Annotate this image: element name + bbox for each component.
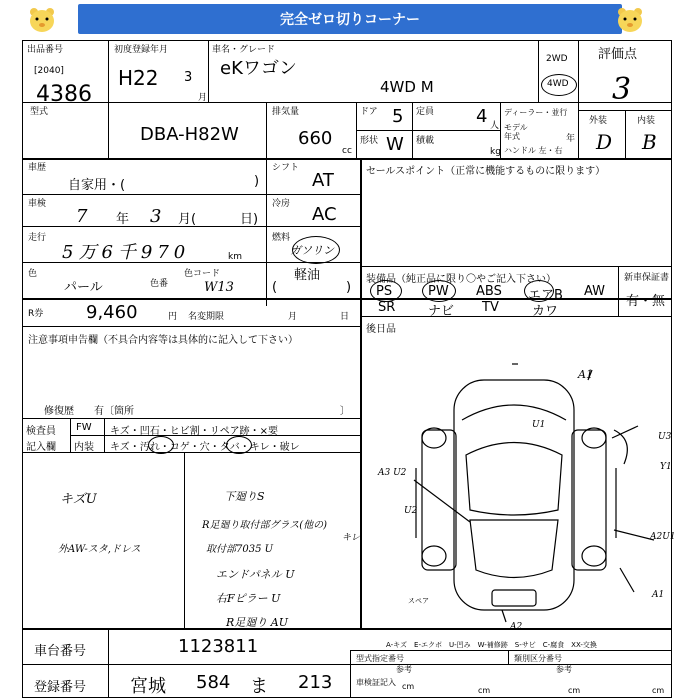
header-title: 完全ゼロ切りコーナー [78,4,622,34]
warranty-label: 新車保証書 [624,273,670,283]
header [0,0,700,40]
check-interior: 内装 [74,442,94,453]
equipment-ps: PS [376,284,393,299]
notes-repair: 修復歴 有〔箇所 [44,406,134,417]
plate-region: 宮城 [130,676,166,697]
notes-label: 注意事項申告欄（不具合内容等は具体的に記入して下さい） [28,335,298,346]
capacity-label: 定員 [416,107,435,117]
color-value: パール [64,280,103,295]
dealer-year-unit: 年 [566,134,576,144]
type-label: 型式 [30,107,49,117]
rcoupon-value: 9,460 [86,302,138,323]
dealer-label: ディーラー・並行 [504,108,568,117]
score-interior: B [642,130,657,154]
plate-kana: ま [250,676,268,697]
shape-value: W [386,134,404,155]
first-reg-label: 初度登録年月 [114,45,169,55]
notes-repair-close: 〕 [340,406,350,417]
name-change-label: 名変期限 [188,312,225,322]
inspection-day-unit: 日) [240,212,259,227]
check-label1: 検査員 [26,426,56,437]
footer-cm3: cm [568,686,581,695]
model-name: eKワゴン [220,58,297,79]
mileage-value: 5万6千970 [62,242,191,263]
history-value: 自家用・( [68,178,126,193]
equipment-airbag: エアB [528,288,563,303]
doors-value: 5 [392,106,404,127]
color-code-label: 色コード [184,269,221,279]
name-change-day: 日 [340,312,350,322]
footer-cm1: cm [402,682,415,691]
footer-ref2: 参考 [556,665,572,674]
check-fw-items: キズ・凹石・ヒビ割・リペア跡・×要 [110,426,278,437]
mascot-bear-icon [614,6,646,34]
inspection-year: 7 [76,206,88,227]
fuel-gas: ガソリン [290,244,334,257]
lot-code: [2040] [34,66,64,76]
history-close: ) [254,174,260,189]
color-code: W13 [204,280,234,295]
check-fw: FW [76,422,92,433]
equipment-tv: TV [482,300,499,315]
doors-label: ドア [360,107,378,117]
first-reg-month-unit: 月 [198,93,208,103]
capacity-value: 4 [476,106,488,127]
footer-dim-label: 車検証記入 [356,678,396,687]
diagram-label-u1: U1 [532,420,546,430]
inspector-note-r0: 下廻りS [224,490,265,503]
displacement-label: 排気量 [272,107,300,117]
chassis-label: 車台番号 [34,644,87,659]
dealer-handle: ハンドル 左・右 [504,146,563,155]
diagram-label-a1-bottom: A1 [652,590,665,600]
inspector-note-left1: キズU [60,492,97,507]
equipment-label: 装備品（純正品に限り〇やご記入下さい） [366,274,556,285]
plate-label: 登録番号 [34,680,87,695]
first-reg-month: 3 [184,70,193,85]
load-label: 積載 [416,136,435,146]
color-no-label: 色番 [150,279,169,289]
mileage-label: 走行 [28,233,47,243]
car-damage-diagram [362,360,672,628]
model-grade: 4WD M [380,78,434,96]
score-interior-label: 内装 [637,116,656,126]
equipment-aw: AW [584,284,606,299]
equipment-leather: カワ [532,304,559,319]
footer-cm2: cm [478,686,491,695]
inspection-label: 車検 [28,199,47,209]
equipment-sr: SR [378,300,396,315]
drive-4wd: 4WD [547,79,569,89]
color-label: 色 [28,269,38,279]
score-label: 評価点 [598,47,638,62]
lot-label: 出品番号 [27,45,64,55]
inspector-note-r5: 右Fピラー U [216,592,281,605]
footer-cm4: cm [652,686,665,695]
fuel-circle [292,236,340,264]
model-label: 車名・グレード [212,45,276,55]
equipment-airbag-circle [524,280,554,302]
displacement-unit: cc [342,146,352,156]
diagram-label-a3u2: A3 U2 [378,468,407,478]
check-int-items: キズ・汚れ・コゲ・穴・タバ・キレ・破レ [110,442,300,453]
type-value: DBA-H82W [140,124,239,145]
score-exterior: D [596,130,613,154]
mascot-bear-icon [26,6,58,34]
rcoupon-label: R券 [28,309,44,319]
equipment-ps-circle [370,280,402,302]
ac-value: AC [312,204,337,225]
equipment-abs: ABS [476,284,502,299]
inspection-year-unit: 年 [116,212,130,227]
inspector-note-r1: R足廻り取付部グラス(他の) [202,520,328,531]
diagram-legend: A-キズ E-エクボ U-凹み W-補修跡 S-サビ C-腐食 XX-交換 [386,641,597,649]
dealer-model-year: モデル年式 [504,123,528,141]
footer-type-label: 型式指定番号 [356,654,404,663]
score-exterior-label: 外装 [589,116,608,126]
rcoupon-unit: 円 [168,312,178,322]
fuel-close: ) [346,280,352,295]
chassis-value: 1123811 [178,636,259,657]
sales-points-label: セールスポイント（正常に機能するものに限ります） [366,166,606,177]
fuel-diesel: 軽油 [294,268,321,283]
fuel-open: ( [272,280,278,295]
check-stain-circle [148,436,174,454]
shape-label: 形状 [360,136,379,146]
inspection-month: 3 [150,206,162,227]
diagram-spare: スペア [408,597,429,605]
check-tobacco-circle [226,436,252,454]
inspector-note-r4: エンドパネル U [216,568,295,581]
shift-value: AT [312,170,334,191]
plate-number: 213 [298,672,333,693]
drive-2wd: 2WD [546,54,568,64]
inspector-note-r2: キレ [342,533,360,543]
history-label: 車歴 [28,163,47,173]
score-value: 3 [612,72,632,107]
diagram-label-u3: U3 [658,432,672,442]
load-unit: kg [490,147,501,157]
capacity-unit: 人 [490,121,500,131]
lot-number: 4386 [36,82,92,107]
plate-class: 584 [196,672,231,693]
diagram-label-a2u1: A2U1 [650,532,676,542]
fuel-label: 燃料 [272,233,291,243]
shift-label: シフト [272,163,300,173]
name-change-month: 月 [288,312,298,322]
footer-cat-label: 類別区分番号 [514,654,562,663]
first-reg-year: H22 [118,66,159,90]
equipment-pw: PW [428,284,449,299]
inspector-note-left2: 外AW-スタ,ドレス [58,544,141,555]
mileage-unit: km [228,252,242,262]
diagram-label-a1-top: A1 [578,368,593,381]
inspector-note-r3: 取付部7035 U [206,544,274,555]
after-label: 後日品 [366,324,396,335]
check-label2: 記入欄 [26,442,56,453]
diagram-label-a2: A2 [510,622,523,632]
inspection-month-unit: 月( [178,212,197,227]
ac-label: 冷房 [272,199,291,209]
inspector-note-r6: R足廻り AU [226,616,288,629]
displacement-value: 660 [298,128,333,149]
equipment-navi: ナビ [428,304,455,319]
equipment-pw-circle [422,280,456,302]
footer-ref: 参考 [396,665,412,674]
diagram-label-y1: Y1 [660,462,672,472]
warranty-value: 有・無 [626,294,666,309]
diagram-label-u2: U2 [404,506,418,516]
